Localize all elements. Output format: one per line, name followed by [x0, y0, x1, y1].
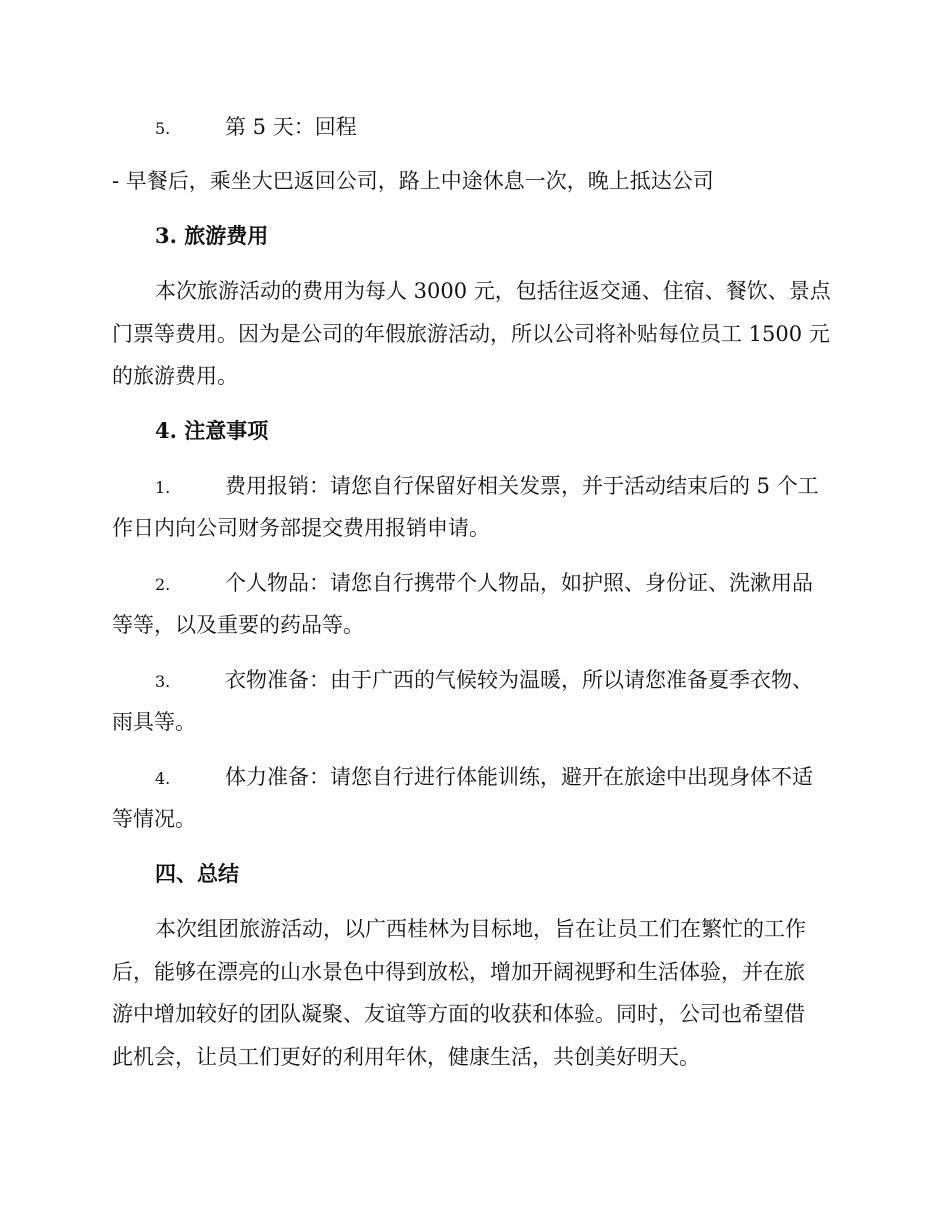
paragraph-line: 此机会，让员工们更好的利用年休，健康生活，共创美好明天。: [112, 1045, 700, 1069]
section-heading-summary: 四、总结: [155, 861, 239, 886]
paragraph-line: 游中增加较好的团队凝聚、友谊等方面的收获和体验。同时，公司也希望借: [112, 1002, 805, 1026]
paragraph-line: 本次组团旅游活动，以广西桂林为目标地，旨在让员工们在繁忙的工作: [155, 917, 806, 941]
list-item-continuation: 作日内向公司财务部提交费用报销申请。: [112, 516, 490, 540]
paragraph-line: 本次旅游活动的费用为每人 3000 元，包括往返交通、住宿、餐饮、景点: [155, 279, 831, 303]
list-item: [155, 763, 813, 793]
section-heading-notes: 4. 注意事项: [155, 418, 269, 443]
paragraph-line: 的旅游费用。: [112, 364, 238, 388]
day5-detail: - 早餐后，乘坐大巴返回公司，路上中途休息一次，晚上抵达公司: [112, 169, 714, 193]
paragraph-line: 门票等费用。因为是公司的年假旅游活动，所以公司将补贴每位员工 1500 元: [112, 322, 830, 346]
list-item-text: 第 5 天：回程: [225, 115, 357, 139]
list-item-continuation: 等等，以及重要的药品等。: [112, 613, 364, 637]
list-item-day5: [155, 113, 357, 143]
list-number: 4.: [155, 769, 171, 788]
list-item-text: 个人物品：请您自行携带个人物品，如护照、身份证、洗漱用品: [225, 571, 813, 595]
list-number: 3.: [155, 672, 171, 691]
section-heading-travel-cost: 3. 旅游费用: [155, 223, 269, 248]
paragraph-line: 后，能够在漂亮的山水景色中得到放松，增加开阔视野和生活体验，并在旅: [112, 960, 805, 984]
list-item: [155, 666, 813, 696]
list-item-text: 体力准备：请您自行进行体能训练，避开在旅途中出现身体不适: [225, 765, 813, 789]
list-item-continuation: 雨具等。: [112, 710, 196, 734]
list-item: [155, 569, 813, 599]
list-number: 5.: [155, 119, 171, 138]
list-number: 1.: [155, 478, 171, 497]
list-item: [155, 472, 819, 502]
list-number: 2.: [155, 575, 171, 594]
list-item-text: 衣物准备：由于广西的气候较为温暖，所以请您准备夏季衣物、: [225, 668, 813, 692]
list-item-continuation: 等情况。: [112, 807, 196, 831]
list-item-text: 费用报销：请您自行保留好相关发票，并于活动结束后的 5 个工: [225, 474, 819, 498]
